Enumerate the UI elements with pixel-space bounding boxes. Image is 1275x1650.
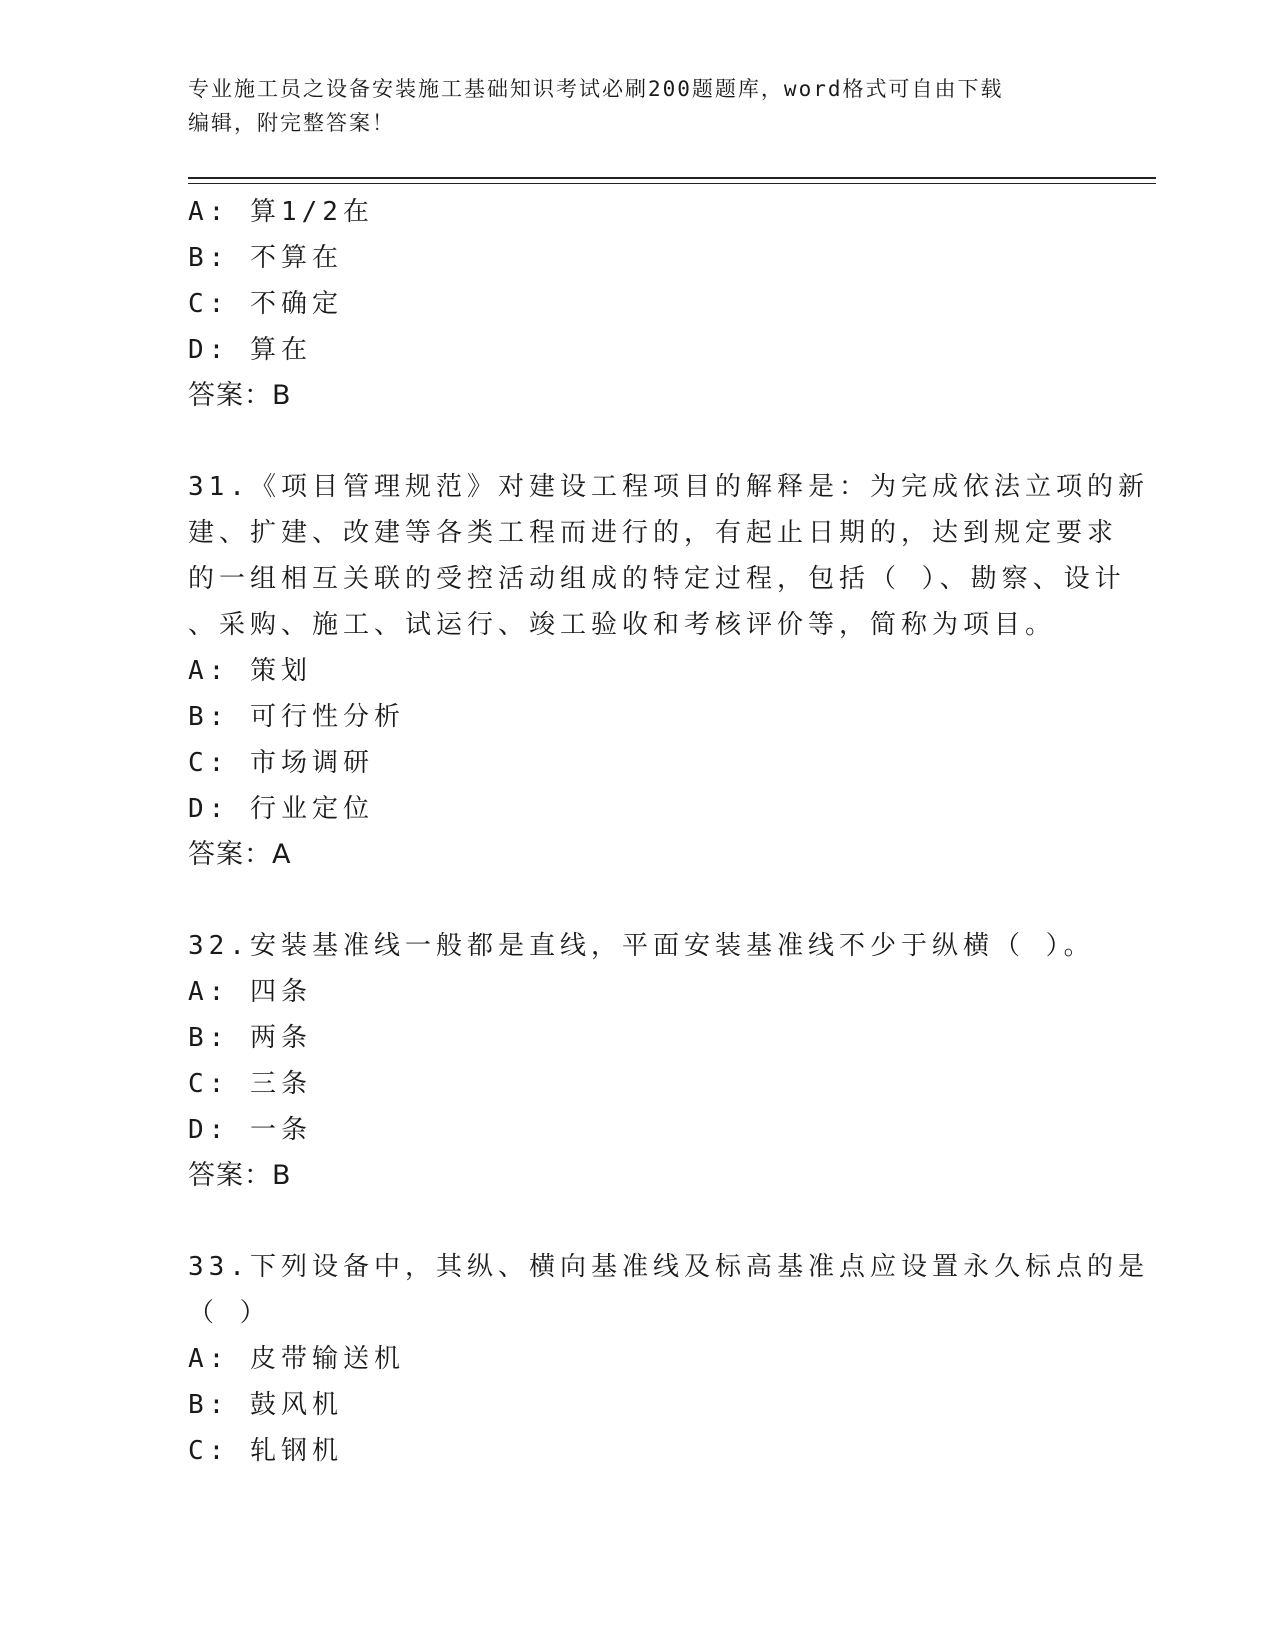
option-a: A: 皮带输送机 [188,1344,405,1374]
option-d: D: 一条 [188,1115,312,1145]
question-text-line: 的一组相互关联的受控活动组成的特定过程，包括（ ）、勘察、设计 [188,564,1126,594]
question-30 [188,189,1088,419]
spacer [188,419,1088,464]
question-text-line: 建、扩建、改建等各类工程而进行的，有起止日期的，达到规定要求 [188,518,1119,548]
question-text-line: 33.下列设备中，其纵、横向基准线及标高基准点应设置永久标点的是 [188,1252,1149,1282]
question-text-line: 32.安装基准线一般都是直线，平面安装基准线不少于纵横（ ）。 [188,931,1095,961]
question-text-line: 、采购、施工、试运行、竣工验收和考核评价等，简称为项目。 [188,610,1057,640]
option-c: C: 市场调研 [188,748,374,778]
header-line-2: 编辑，附完整答案！ [188,111,395,135]
option-b: B: 可行性分析 [188,702,405,732]
question-33 [188,1244,1149,1474]
answer-line: 答案：A [188,839,292,870]
option-b: B: 鼓风机 [188,1390,343,1420]
question-list [188,189,1149,1474]
option-c: C: 轧钢机 [188,1436,343,1466]
document-header [188,72,1088,140]
answer-line: 答案：B [188,380,292,411]
option-a: A: 策划 [188,656,312,686]
spacer [188,1199,1088,1244]
spacer [188,878,1088,923]
option-a: A: 四条 [188,977,312,1007]
option-a: A: 算1/2在 [188,197,374,227]
header-divider-thick [188,177,1156,179]
option-d: D: 算在 [188,335,312,365]
option-d: D: 行业定位 [188,794,374,824]
option-c: C: 不确定 [188,289,343,319]
question-text-line: （ ） [188,1298,271,1328]
header-line-1: 专业施工员之设备安装施工基础知识考试必刷200题题库，word格式可自由下载 [188,77,1004,101]
question-32 [188,923,1095,1199]
option-c: C: 三条 [188,1069,312,1099]
option-b: B: 不算在 [188,243,343,273]
header-divider-thin [188,183,1156,184]
option-b: B: 两条 [188,1023,312,1053]
question-text-line: 31.《项目管理规范》对建设工程项目的解释是：为完成依法立项的新 [188,472,1149,502]
question-31 [188,464,1149,878]
answer-line: 答案：B [188,1160,292,1191]
